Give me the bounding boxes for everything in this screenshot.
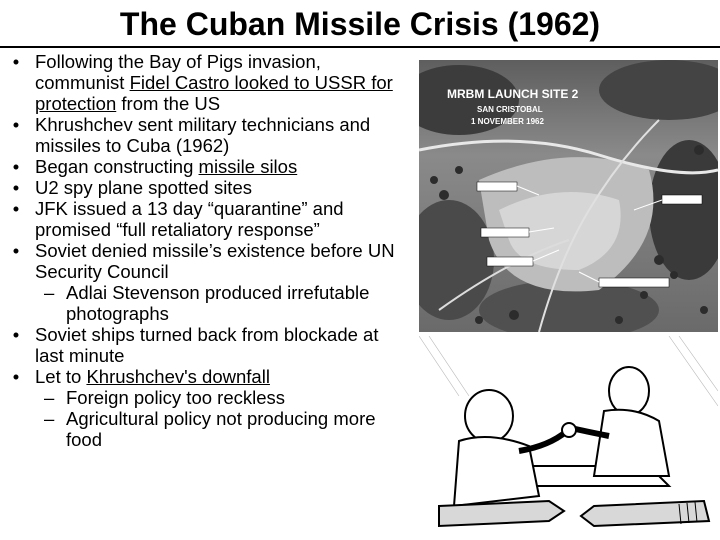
- sub-bullet-item: [0, 408, 410, 450]
- bullet-item: [0, 114, 410, 156]
- bullet-marker: •: [12, 114, 20, 135]
- bullet-marker: •: [12, 51, 20, 72]
- photo-caption-line2: SAN CRISTOBAL: [477, 105, 543, 114]
- cartoon-drawing: [419, 336, 718, 538]
- bullet-text: Soviet denied missile’s existence before UN Security Council: [35, 240, 395, 282]
- bullet-marker: •: [12, 198, 20, 219]
- aerial-reconnaissance-photo: [419, 60, 718, 332]
- bullet-text: U2 spy plane spotted sites: [35, 177, 252, 198]
- bullet-item: [0, 324, 410, 366]
- bullet-link[interactable]: Khrushchev's downfall: [86, 366, 270, 387]
- bullet-text: Began constructing: [35, 156, 199, 177]
- sub-bullet-marker: –: [44, 282, 55, 303]
- bullet-marker: •: [12, 240, 20, 261]
- bullet-text: Khrushchev sent military technicians and missiles to Cuba (1962): [35, 114, 371, 156]
- bullet-text: Following the Bay of Pigs invasion, communist: [35, 51, 321, 93]
- bullet-list: [0, 51, 410, 450]
- bullet-marker: •: [12, 156, 20, 177]
- sub-bullet-item: [0, 282, 410, 324]
- bullet-item: [0, 240, 410, 282]
- aerial-photo-drawing: [419, 60, 718, 332]
- bullet-item: [0, 366, 410, 387]
- bullet-item: [0, 177, 410, 198]
- photo-caption-line1: MRBM LAUNCH SITE 2: [447, 87, 579, 101]
- sub-bullet-text: Agricultural policy not producing more food: [66, 408, 376, 450]
- sub-bullet-marker: –: [44, 387, 55, 408]
- sub-bullet-marker: –: [44, 408, 55, 429]
- bullet-text: JFK issued a 13 day “quarantine” and promised “full retaliatory response”: [35, 198, 344, 240]
- bullet-item: [0, 51, 410, 114]
- bullet-item: [0, 198, 410, 240]
- slide-title: The Cuban Missile Crisis (1962): [119, 6, 601, 42]
- sub-bullet-item: [0, 387, 410, 408]
- bullet-marker: •: [12, 366, 20, 387]
- bullet-marker: •: [12, 324, 20, 345]
- photo-caption-line3: 1 NOVEMBER 1962: [471, 117, 544, 126]
- sub-bullet-text: Adlai Stevenson produced irrefutable photographs: [66, 282, 370, 324]
- bullet-text: Let to: [35, 366, 87, 387]
- bullet-item: [0, 156, 410, 177]
- bullet-link[interactable]: missile silos: [198, 156, 298, 177]
- bullet-text: from the US: [116, 93, 221, 114]
- sub-bullet-text: Foreign policy too reckless: [66, 387, 286, 408]
- title-divider: [0, 46, 720, 48]
- arm-wrestling-cartoon: [419, 336, 718, 538]
- bullet-text: Soviet ships turned back from blockade at last minute: [35, 324, 379, 366]
- bullet-marker: •: [12, 177, 20, 198]
- bullet-link[interactable]: Fidel Castro looked to USSR for protection: [35, 72, 393, 114]
